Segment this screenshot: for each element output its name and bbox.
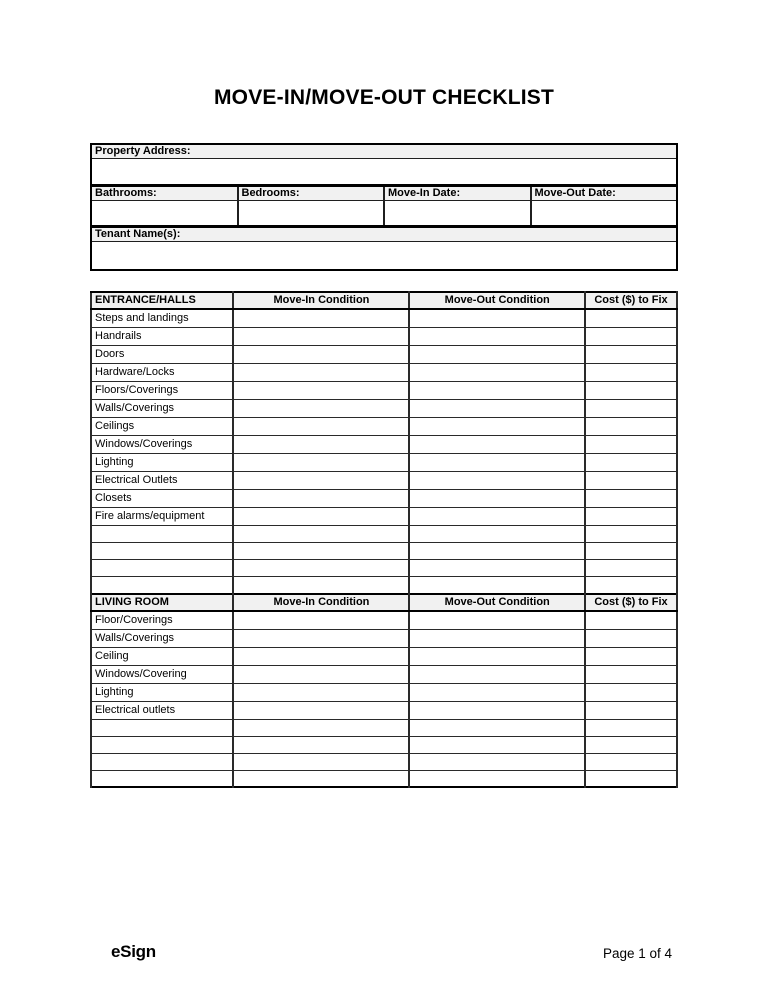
section-title: LIVING ROOM	[91, 594, 233, 611]
cost-to-fix-cell	[585, 647, 677, 665]
move-in-condition-cell	[233, 400, 409, 418]
move-in-condition-cell	[233, 736, 409, 753]
item-label: Electrical outlets	[91, 701, 233, 719]
cost-to-fix-cell	[585, 611, 677, 630]
move-out-condition-cell	[409, 400, 585, 418]
move-out-condition-cell	[409, 364, 585, 382]
checklist-empty-row	[91, 543, 677, 560]
checklist-item-row	[91, 611, 677, 630]
property-address-value	[91, 159, 677, 186]
checklist-item-row	[91, 647, 677, 665]
column-header: Move-In Condition	[233, 292, 409, 309]
cost-to-fix-cell	[585, 382, 677, 400]
item-label: Closets	[91, 490, 233, 508]
checklist-item-row	[91, 436, 677, 454]
section-header-row	[91, 292, 677, 309]
item-label: Hardware/Locks	[91, 364, 233, 382]
move-out-condition-cell	[409, 665, 585, 683]
checklist-item-row	[91, 328, 677, 346]
move-in-condition-cell	[233, 611, 409, 630]
checklist-empty-row	[91, 753, 677, 770]
item-label: Walls/Coverings	[91, 400, 233, 418]
section-header-row	[91, 594, 677, 611]
property-address-label-row	[91, 144, 677, 159]
column-header: Cost ($) to Fix	[585, 594, 677, 611]
item-label: Floors/Coverings	[91, 382, 233, 400]
item-label: Fire alarms/equipment	[91, 508, 233, 526]
empty-label-cell	[91, 560, 233, 577]
move-in-condition-cell	[233, 753, 409, 770]
cost-to-fix-cell	[585, 719, 677, 736]
checklist-empty-row	[91, 770, 677, 787]
move-out-condition-cell	[409, 719, 585, 736]
bedrooms-label: Bedrooms:	[238, 186, 385, 201]
empty-label-cell	[91, 753, 233, 770]
move-out-condition-cell	[409, 436, 585, 454]
cost-to-fix-cell	[585, 543, 677, 560]
checklist-empty-row	[91, 560, 677, 577]
move-in-condition-cell	[233, 346, 409, 364]
checklist-empty-row	[91, 736, 677, 753]
checklist-empty-row	[91, 526, 677, 543]
empty-label-cell	[91, 736, 233, 753]
item-label: Windows/Coverings	[91, 436, 233, 454]
move-in-condition-cell	[233, 364, 409, 382]
checklist-empty-row	[91, 577, 677, 594]
move-in-condition-cell	[233, 490, 409, 508]
section-title: ENTRANCE/HALLS	[91, 292, 233, 309]
move-in-condition-cell	[233, 382, 409, 400]
move-in-condition-cell	[233, 309, 409, 328]
cost-to-fix-cell	[585, 508, 677, 526]
empty-label-cell	[91, 577, 233, 594]
move-out-condition-cell	[409, 418, 585, 436]
column-header: Move-In Condition	[233, 594, 409, 611]
cost-to-fix-cell	[585, 577, 677, 594]
move-in-condition-cell	[233, 577, 409, 594]
move-in-condition-cell	[233, 543, 409, 560]
move-in-condition-cell	[233, 526, 409, 543]
move-out-condition-cell	[409, 736, 585, 753]
cost-to-fix-cell	[585, 472, 677, 490]
unit-values-row	[91, 201, 677, 227]
item-label: Walls/Coverings	[91, 629, 233, 647]
cost-to-fix-cell	[585, 490, 677, 508]
move-in-condition-cell	[233, 701, 409, 719]
item-label: Ceilings	[91, 418, 233, 436]
item-label: Doors	[91, 346, 233, 364]
move-out-date-label: Move-Out Date:	[531, 186, 678, 201]
move-out-condition-cell	[409, 701, 585, 719]
move-in-condition-cell	[233, 418, 409, 436]
item-label: Steps and landings	[91, 309, 233, 328]
tenant-name-label-row	[91, 227, 677, 242]
move-out-condition-cell	[409, 629, 585, 647]
empty-label-cell	[91, 526, 233, 543]
checklist-item-row	[91, 683, 677, 701]
property-address-value-row	[91, 159, 677, 186]
move-out-condition-cell	[409, 611, 585, 630]
item-label: Ceiling	[91, 647, 233, 665]
cost-to-fix-cell	[585, 753, 677, 770]
move-out-condition-cell	[409, 508, 585, 526]
move-out-condition-cell	[409, 346, 585, 364]
move-in-condition-cell	[233, 508, 409, 526]
cost-to-fix-cell	[585, 454, 677, 472]
checklist-item-row	[91, 508, 677, 526]
cost-to-fix-cell	[585, 400, 677, 418]
checklist-item-row	[91, 665, 677, 683]
checklist-item-row	[91, 400, 677, 418]
document-title: MOVE-IN/MOVE-OUT CHECKLIST	[213, 86, 555, 109]
checklist-body	[91, 292, 677, 787]
move-out-condition-cell	[409, 328, 585, 346]
checklist-item-row	[91, 418, 677, 436]
property-address-label: Property Address:	[91, 144, 677, 159]
checklist-empty-row	[91, 719, 677, 736]
move-in-condition-cell	[233, 560, 409, 577]
cost-to-fix-cell	[585, 701, 677, 719]
tenant-name-value	[91, 242, 677, 270]
checklist-item-row	[91, 346, 677, 364]
cost-to-fix-cell	[585, 560, 677, 577]
cost-to-fix-cell	[585, 346, 677, 364]
move-in-condition-cell	[233, 328, 409, 346]
move-out-condition-cell	[409, 560, 585, 577]
empty-label-cell	[91, 770, 233, 787]
move-in-condition-cell	[233, 770, 409, 787]
bathrooms-label: Bathrooms:	[91, 186, 238, 201]
empty-label-cell	[91, 719, 233, 736]
cost-to-fix-cell	[585, 665, 677, 683]
move-out-condition-cell	[409, 753, 585, 770]
move-in-condition-cell	[233, 454, 409, 472]
move-out-condition-cell	[409, 472, 585, 490]
cost-to-fix-cell	[585, 328, 677, 346]
move-in-date-label: Move-In Date:	[384, 186, 531, 201]
cost-to-fix-cell	[585, 364, 677, 382]
esign-logo: eSign	[111, 942, 156, 961]
move-out-condition-cell	[409, 647, 585, 665]
item-label: Handrails	[91, 328, 233, 346]
move-out-date-value	[531, 201, 678, 227]
item-label: Windows/Covering	[91, 665, 233, 683]
cost-to-fix-cell	[585, 526, 677, 543]
cost-to-fix-cell	[585, 770, 677, 787]
cost-to-fix-cell	[585, 309, 677, 328]
checklist-item-row	[91, 472, 677, 490]
move-in-condition-cell	[233, 472, 409, 490]
move-out-condition-cell	[409, 770, 585, 787]
tenant-name-label: Tenant Name(s):	[91, 227, 677, 242]
cost-to-fix-cell	[585, 629, 677, 647]
checklist-item-row	[91, 364, 677, 382]
move-in-condition-cell	[233, 683, 409, 701]
checklist-item-row	[91, 490, 677, 508]
move-out-condition-cell	[409, 309, 585, 328]
move-out-condition-cell	[409, 683, 585, 701]
bathrooms-value	[91, 201, 238, 227]
tenant-name-value-row	[91, 242, 677, 270]
cost-to-fix-cell	[585, 418, 677, 436]
move-out-condition-cell	[409, 577, 585, 594]
checklist-item-row	[91, 382, 677, 400]
move-out-condition-cell	[409, 543, 585, 560]
condition-checklist-table	[90, 291, 678, 788]
cost-to-fix-cell	[585, 683, 677, 701]
item-label: Electrical Outlets	[91, 472, 233, 490]
empty-label-cell	[91, 543, 233, 560]
item-label: Floor/Coverings	[91, 611, 233, 630]
checklist-item-row	[91, 309, 677, 328]
move-out-condition-cell	[409, 454, 585, 472]
unit-labels-row	[91, 186, 677, 201]
bedrooms-value	[238, 201, 385, 227]
cost-to-fix-cell	[585, 736, 677, 753]
column-header: Move-Out Condition	[409, 292, 585, 309]
page-number: Page 1 of 4	[602, 946, 672, 961]
move-in-condition-cell	[233, 629, 409, 647]
move-in-date-value	[384, 201, 531, 227]
move-out-condition-cell	[409, 490, 585, 508]
property-info-table	[90, 143, 678, 271]
checklist-item-row	[91, 701, 677, 719]
move-out-condition-cell	[409, 382, 585, 400]
column-header: Cost ($) to Fix	[585, 292, 677, 309]
checklist-item-row	[91, 629, 677, 647]
move-in-condition-cell	[233, 665, 409, 683]
item-label: Lighting	[91, 454, 233, 472]
column-header: Move-Out Condition	[409, 594, 585, 611]
checklist-item-row	[91, 454, 677, 472]
move-out-condition-cell	[409, 526, 585, 543]
move-in-condition-cell	[233, 647, 409, 665]
move-in-condition-cell	[233, 719, 409, 736]
move-in-condition-cell	[233, 436, 409, 454]
cost-to-fix-cell	[585, 436, 677, 454]
item-label: Lighting	[91, 683, 233, 701]
